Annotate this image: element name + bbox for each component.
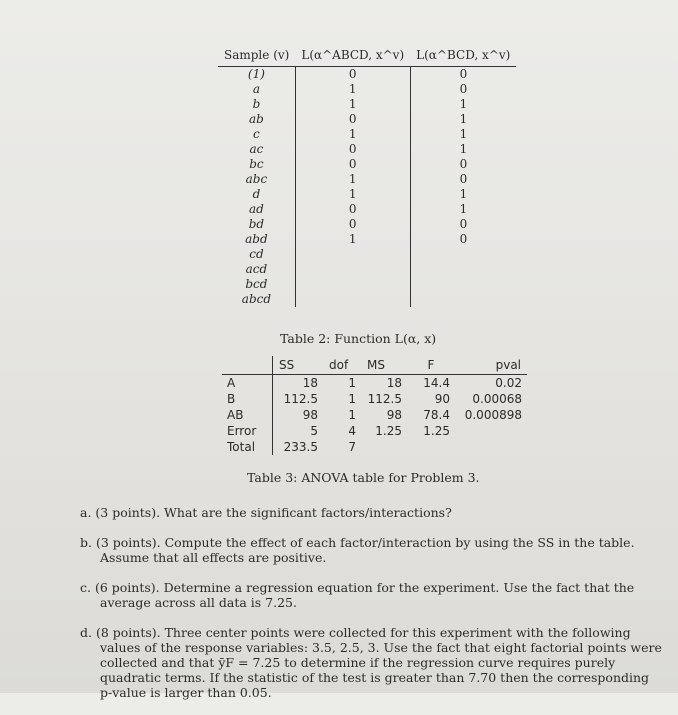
value-cell: 1 xyxy=(295,97,410,112)
value-cell xyxy=(295,247,410,262)
value-cell: 0 xyxy=(459,232,468,246)
value-cell: 1 xyxy=(459,97,468,111)
anova-cell: 1 xyxy=(348,376,356,390)
question-c: c. (6 points). Determine a regression equation for the experiment. Use the fact that the average across all data is 7.25. xyxy=(80,580,635,610)
table-row xyxy=(218,97,516,112)
question-d: d. (8 points). Three center points were collected for this experiment with the following values of the response variables: 3.5, 2.5, 3. Use the fact that eight factorial points were collected and that ȳF = 7.25 to determine if the regression curve requires purely quadratic terms. If the statistic of the test is greater than 7.70 then the corresponding p-value is larger than 0.05. xyxy=(80,625,662,700)
table-row xyxy=(222,407,527,423)
sample-cell: bc xyxy=(218,157,295,172)
sample-cell: cd xyxy=(218,247,295,262)
table-row xyxy=(218,82,516,97)
source-cell: B xyxy=(222,391,273,407)
sample-cell: bd xyxy=(218,217,295,232)
function-table xyxy=(218,44,511,307)
sample-cell: a xyxy=(218,82,295,97)
sample-cell: d xyxy=(218,187,295,202)
value-cell: 1 xyxy=(295,172,410,187)
sample-cell: ab xyxy=(218,112,295,127)
anova-cell: 1.25 xyxy=(375,424,402,438)
anova-cell: 18 xyxy=(302,376,318,390)
anova-cell: 0.00068 xyxy=(472,392,522,406)
anova-cell: 98 xyxy=(386,408,402,422)
sample-cell: acd xyxy=(218,262,295,277)
table-row xyxy=(218,67,516,83)
table-row xyxy=(218,112,516,127)
table2-caption: Table 2: Function L(α, x) xyxy=(280,331,437,346)
col-l-bcd: L(α^BCD, x^v) xyxy=(416,48,511,62)
anova-cell: 1 xyxy=(348,408,356,422)
col-sample: Sample (v) xyxy=(224,48,290,62)
source-cell: Total xyxy=(222,439,273,455)
table-row xyxy=(222,391,527,407)
anova-col-f: F xyxy=(427,358,435,372)
table-row xyxy=(218,277,516,292)
value-cell: 1 xyxy=(295,232,410,247)
source-cell: A xyxy=(222,375,273,392)
anova-cell: 90 xyxy=(434,392,450,406)
anova-cell xyxy=(361,439,407,455)
question-a: a. (3 points). What are the significant factors/interactions? xyxy=(80,505,452,520)
value-cell xyxy=(410,262,516,277)
value-cell: 0 xyxy=(295,157,410,172)
anova-cell xyxy=(455,423,527,439)
col-l-abcd: L(α^ABCD, x^v) xyxy=(301,48,405,62)
anova-cell: 112.5 xyxy=(367,392,402,406)
anova-table xyxy=(222,356,527,455)
anova-cell: 7 xyxy=(348,440,356,454)
value-cell: 0 xyxy=(295,217,410,232)
value-cell: 0 xyxy=(459,217,468,231)
sample-cell: bcd xyxy=(218,277,295,292)
sample-cell: abd xyxy=(218,232,295,247)
table3-caption: Table 3: ANOVA table for Problem 3. xyxy=(247,470,480,485)
value-cell: 1 xyxy=(295,187,410,202)
anova-col-source xyxy=(222,356,273,375)
value-cell xyxy=(295,292,410,307)
table-row xyxy=(218,187,516,202)
sample-cell: ad xyxy=(218,202,295,217)
table-row xyxy=(222,439,527,455)
table-row xyxy=(218,232,516,247)
value-cell xyxy=(295,277,410,292)
value-cell: 0 xyxy=(295,67,410,83)
table-row xyxy=(218,202,516,217)
value-cell: 0 xyxy=(295,112,410,127)
value-cell: 0 xyxy=(459,172,468,186)
table-row xyxy=(218,217,516,232)
value-cell: 1 xyxy=(295,127,410,142)
table-row xyxy=(218,157,516,172)
value-cell: 0 xyxy=(459,82,468,96)
value-cell: 1 xyxy=(459,127,468,141)
sample-cell: (1) xyxy=(218,67,295,83)
table-row xyxy=(218,172,516,187)
anova-cell: 0.02 xyxy=(495,376,522,390)
anova-cell: 4 xyxy=(348,424,356,438)
table-row xyxy=(222,375,527,392)
table-row xyxy=(218,247,516,262)
anova-cell: 233.5 xyxy=(283,440,318,454)
sample-cell: abcd xyxy=(218,292,295,307)
value-cell: 0 xyxy=(459,157,468,171)
table-row xyxy=(222,423,527,439)
value-cell xyxy=(410,277,516,292)
anova-cell xyxy=(455,439,527,455)
question-b: b. (3 points). Compute the effect of each factor/interaction by using the SS in the table. Assume that all effects are positive. xyxy=(80,535,635,565)
table-row xyxy=(218,292,516,307)
anova-cell xyxy=(407,439,455,455)
value-cell xyxy=(410,292,516,307)
anova-cell: 0.000898 xyxy=(464,408,522,422)
anova-cell: 1 xyxy=(348,392,356,406)
source-cell: AB xyxy=(222,407,273,423)
anova-cell: 5 xyxy=(310,424,318,438)
value-cell xyxy=(295,262,410,277)
sample-cell: abc xyxy=(218,172,295,187)
value-cell: 0 xyxy=(459,67,468,81)
value-cell: 0 xyxy=(295,202,410,217)
anova-cell: 78.4 xyxy=(423,408,450,422)
value-cell xyxy=(410,247,516,262)
value-cell: 1 xyxy=(459,142,468,156)
sample-cell: ac xyxy=(218,142,295,157)
table-row xyxy=(218,262,516,277)
sample-cell: c xyxy=(218,127,295,142)
anova-col-ss: SS xyxy=(279,358,295,372)
value-cell: 0 xyxy=(295,142,410,157)
anova-cell: 14.4 xyxy=(423,376,450,390)
anova-col-ms: MS xyxy=(367,358,385,372)
anova-cell: 98 xyxy=(302,408,318,422)
source-cell: Error xyxy=(222,423,273,439)
questions-list xyxy=(80,505,665,715)
table-row xyxy=(218,127,516,142)
anova-col-dof: dof xyxy=(329,358,349,372)
value-cell: 1 xyxy=(459,112,468,126)
table-row xyxy=(218,142,516,157)
value-cell: 1 xyxy=(459,187,468,201)
anova-col-pval: pval xyxy=(495,358,521,372)
anova-cell: 18 xyxy=(386,376,402,390)
value-cell: 1 xyxy=(459,202,468,216)
anova-cell: 1.25 xyxy=(423,424,450,438)
value-cell: 1 xyxy=(295,82,410,97)
sample-cell: b xyxy=(218,97,295,112)
anova-cell: 112.5 xyxy=(283,392,318,406)
